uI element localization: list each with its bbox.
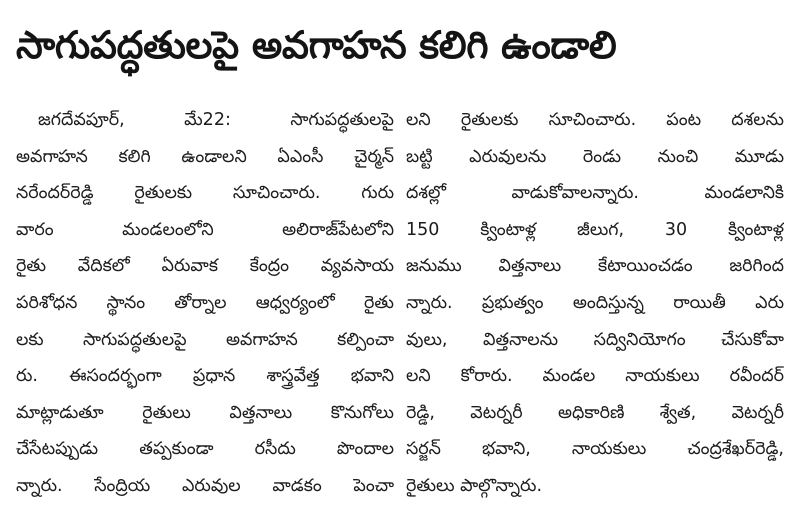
column-left (16, 102, 394, 505)
body-line: మాట్లాడుతూ రైతులు విత్తనాలు కొనుగోలు (16, 402, 394, 423)
body-line: రైతులు పాల్గొన్నారు. (406, 475, 543, 496)
body-line: రెడ్డి, వెటర్నరీ అధికారిణి శ్వేత, వెటర్నరీ (406, 402, 784, 423)
article-body (16, 102, 788, 505)
body-line: దశల్లో వాడుకోవాలన్నారు. మండలానికి (406, 183, 784, 204)
body-line: వారం మండలంలోని అలిరాజ్‌పేటలోని (16, 219, 394, 240)
body-line: లకు సాగుపద్ధతులపై అవగాహన కల్పించా (16, 329, 394, 350)
body-line: సర్జన్ భవాని, నాయకులు చంద్రశేఖర్‌రెడ్డి, (406, 439, 784, 460)
body-line: జనుము విత్తనాలు కేటాయించడం జరిగింద (406, 256, 784, 277)
body-line: బట్టి ఎరువులను రెండు నుంచి మూడు (406, 146, 784, 167)
body-line: న్నారు. ప్రభుత్వం అందిస్తున్న రాయితీ ఎరు (406, 292, 784, 313)
body-line: 150 క్వింటాళ్ల జీలుగ, 30 క్వింటాళ్ల (406, 219, 784, 240)
body-line: లని రైతులకు సూచించారు. పంట దశలను (406, 110, 784, 130)
body-line: లని కోరారు. మండల నాయకులు రవీందర్ (406, 366, 784, 387)
body-line: పరిశోధన స్థానం తోర్నాల ఆధ్వర్యంలో రైతు (16, 292, 394, 313)
body-line: నరేందర్‌రెడ్డి రైతులకు సూచించారు. గురు (16, 183, 394, 204)
body-line: రు. ఈసందర్భంగా ప్రధాన శాస్త్రవేత్త భవాని (16, 366, 394, 387)
body-line: వులు, విత్తనాలను సద్వినియోగం చేసుకోవా (406, 329, 784, 350)
column-right (406, 102, 784, 505)
body-line: జగదేవపూర్, మే22: సాగుపద్ధతులపై (38, 110, 394, 130)
body-line: అవగాహన కలిగి ఉండాలని ఏఎంసీ చైర్మన్ (16, 146, 394, 167)
body-line: న్నారు. సేంద్రియ ఎరువుల వాడకం పెంచా (16, 475, 394, 496)
body-line: చేసేటప్పుడు తప్పకుండా రసీదు పొందాల (16, 439, 394, 460)
body-line: రైతు వేదికలో ఏరువాక కేంద్రం వ్యవసాయ (16, 256, 394, 277)
headline: సాగుపద్ధతులపై అవగాహన కలిగి ఉండాలి (16, 23, 617, 67)
